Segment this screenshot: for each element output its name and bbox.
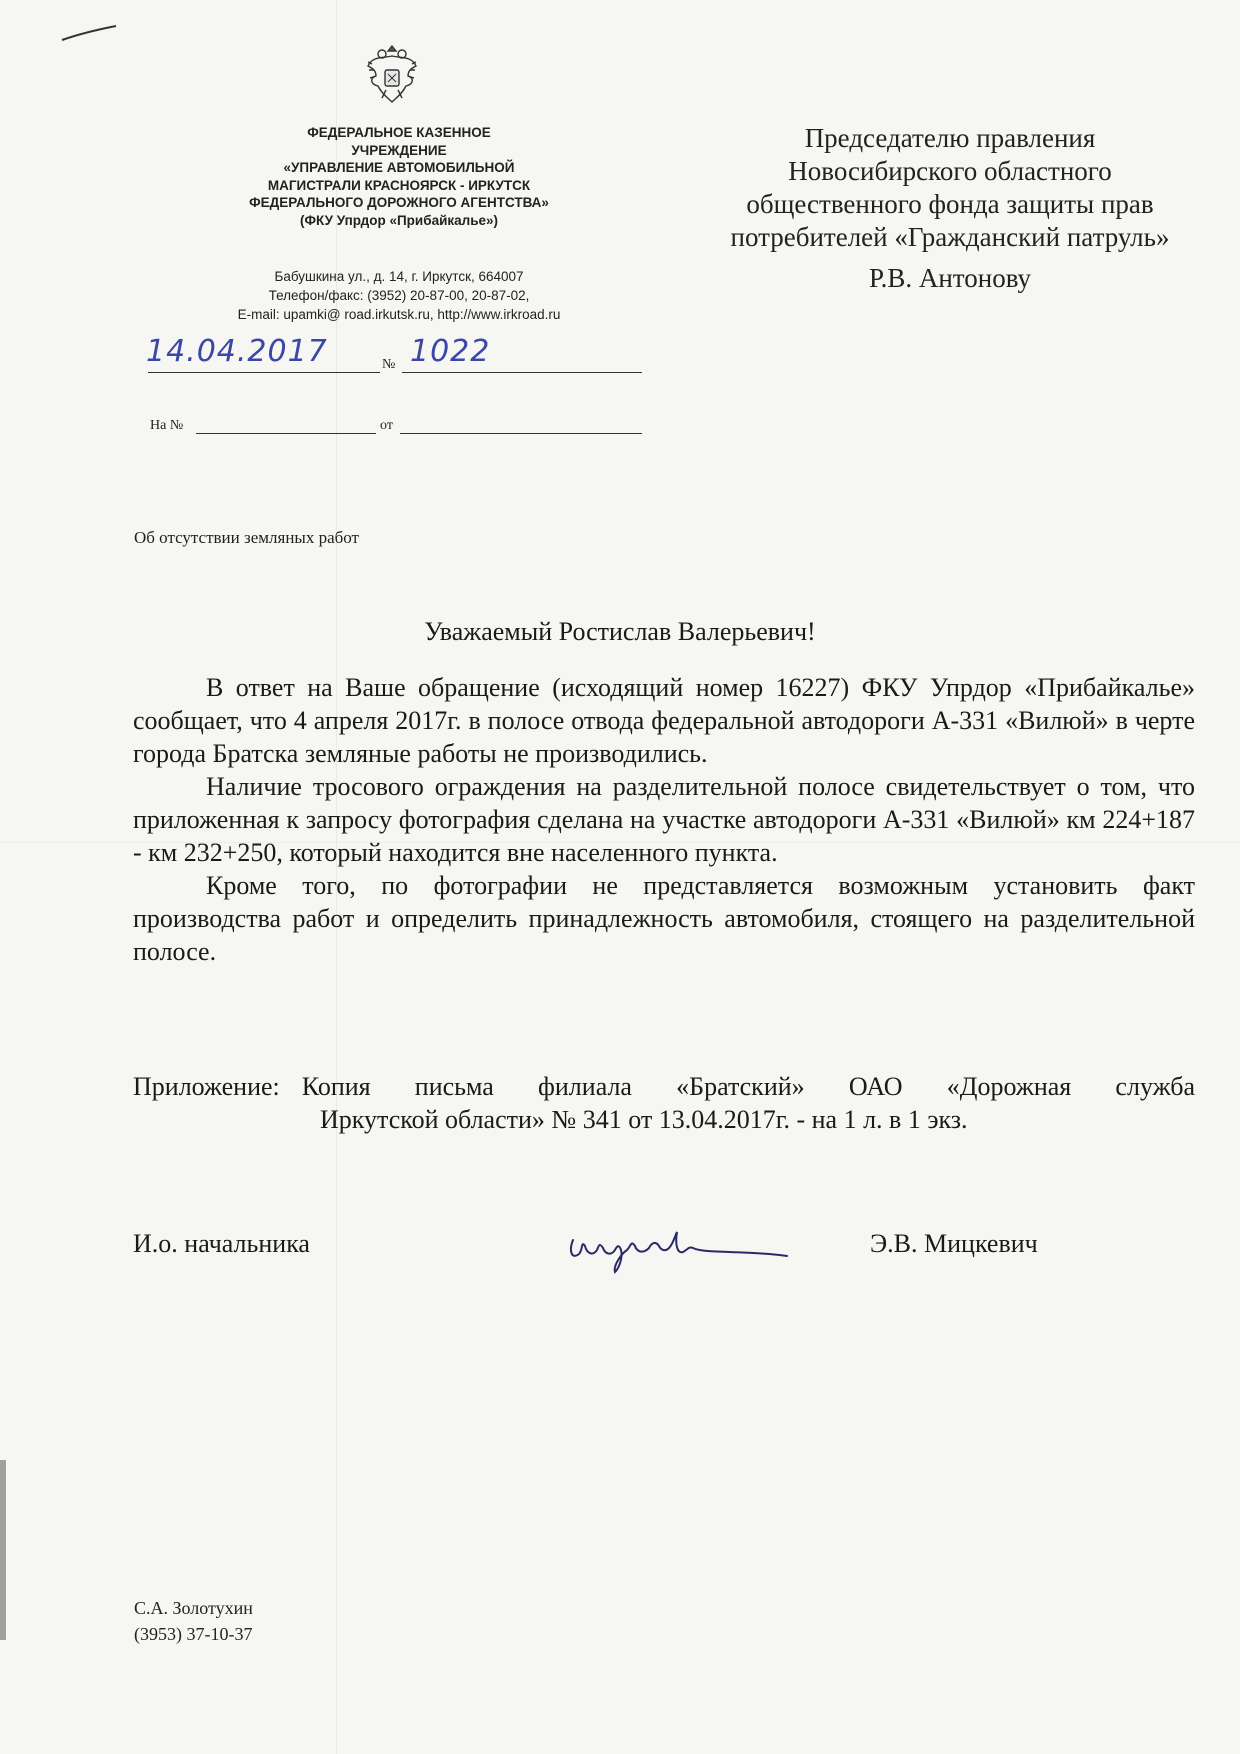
executor-block: [134, 1595, 253, 1647]
org-line: ФЕДЕРАЛЬНОЕ КАЗЕННОЕ: [307, 125, 491, 140]
addressee-block: [700, 122, 1200, 295]
reference-label: На №: [150, 418, 184, 433]
addressee-line: Новосибирского областного: [788, 156, 1112, 186]
corner-pen-mark: [60, 22, 120, 44]
organization-address: [220, 267, 578, 324]
signatory-name: Э.В. Мицкевич: [870, 1229, 1038, 1258]
reference-date-underline: [400, 433, 642, 434]
attachment-label: Приложение:: [133, 1072, 280, 1101]
addressee-line: потребителей «Гражданский патруль»: [730, 222, 1170, 252]
letter-body: [133, 671, 1195, 968]
attachment-block: [133, 1070, 1195, 1136]
addressee-line: Председателю правления: [804, 123, 1096, 153]
org-line: «УПРАВЛЕНИЕ АВТОМОБИЛЬНОЙ: [283, 160, 515, 175]
greeting: Уважаемый Ростислав Валерьевич!: [424, 617, 816, 646]
attachment-line: Копия письма филиала «Братский» ОАО «Дорожная служба: [301, 1072, 1195, 1101]
addressee-name: Р.В. Антонову: [868, 263, 1032, 293]
signatory-title: И.о. начальника: [133, 1229, 310, 1258]
scan-edge-shadow: [0, 1460, 6, 1640]
org-line: (ФКУ Упрдор «Прибайкалье»): [299, 212, 499, 228]
reference-from-label: от: [380, 418, 393, 433]
letter-subject: Об отсутствии земляных работ: [134, 528, 359, 547]
organization-name: [220, 124, 578, 229]
executor-name: С.А. Золотухин: [134, 1598, 253, 1618]
handwritten-signature: [565, 1210, 795, 1280]
address-line: Телефон/факс: (3952) 20-87-00, 20-87-02,: [268, 288, 530, 303]
attachment-line: Иркутской области» № 341 от 13.04.2017г. - на 1 л. в 1 экз.: [320, 1105, 968, 1134]
addressee-line: общественного фонда защиты прав: [746, 189, 1154, 219]
reference-number-underline: [196, 433, 376, 434]
reg-date-underline: [148, 372, 380, 373]
body-paragraph: Наличие тросового ограждения на разделительной полосе свидетельствует о том, что приложенная к запросу фотография сделана на участке автодороги А-331 «Вилюй» км 224+187 - км 232+250, который находится вне населенного пункта.: [133, 772, 1195, 867]
reg-number-underline: [402, 372, 642, 373]
address-line: Бабушкина ул., д. 14, г. Иркутск, 664007: [274, 269, 524, 284]
number-sign: №: [382, 357, 396, 372]
org-line: ФЕДЕРАЛЬНОГО ДОРОЖНОГО АГЕНТСТВА»: [249, 195, 549, 210]
registration-number: 1022: [410, 334, 491, 369]
org-line: УЧРЕЖДЕНИЕ: [351, 142, 447, 158]
body-paragraph: Кроме того, по фотографии не представляется возможным установить факт производства работ и определить принадлежность автомобиля, стоящего на разделительной полосе.: [133, 871, 1195, 966]
org-line: МАГИСТРАЛИ КРАСНОЯРСК - ИРКУТСК: [267, 177, 531, 193]
registration-date: 14.04.2017: [146, 334, 328, 369]
coat-of-arms-emblem: [364, 44, 420, 106]
body-paragraph: В ответ на Ваше обращение (исходящий номер 16227) ФКУ Упрдор «Прибайкалье» сообщает, что 4 апреля 2017г. в полосе отвода федеральной автодороги А-331 «Вилюй» в черте города Братска земляные работы не производились.: [133, 673, 1195, 768]
address-line: E-mail: upamki@ road.irkutsk.ru, http://www.irkroad.ru: [237, 307, 561, 322]
executor-phone: (3953) 37-10-37: [134, 1624, 253, 1644]
